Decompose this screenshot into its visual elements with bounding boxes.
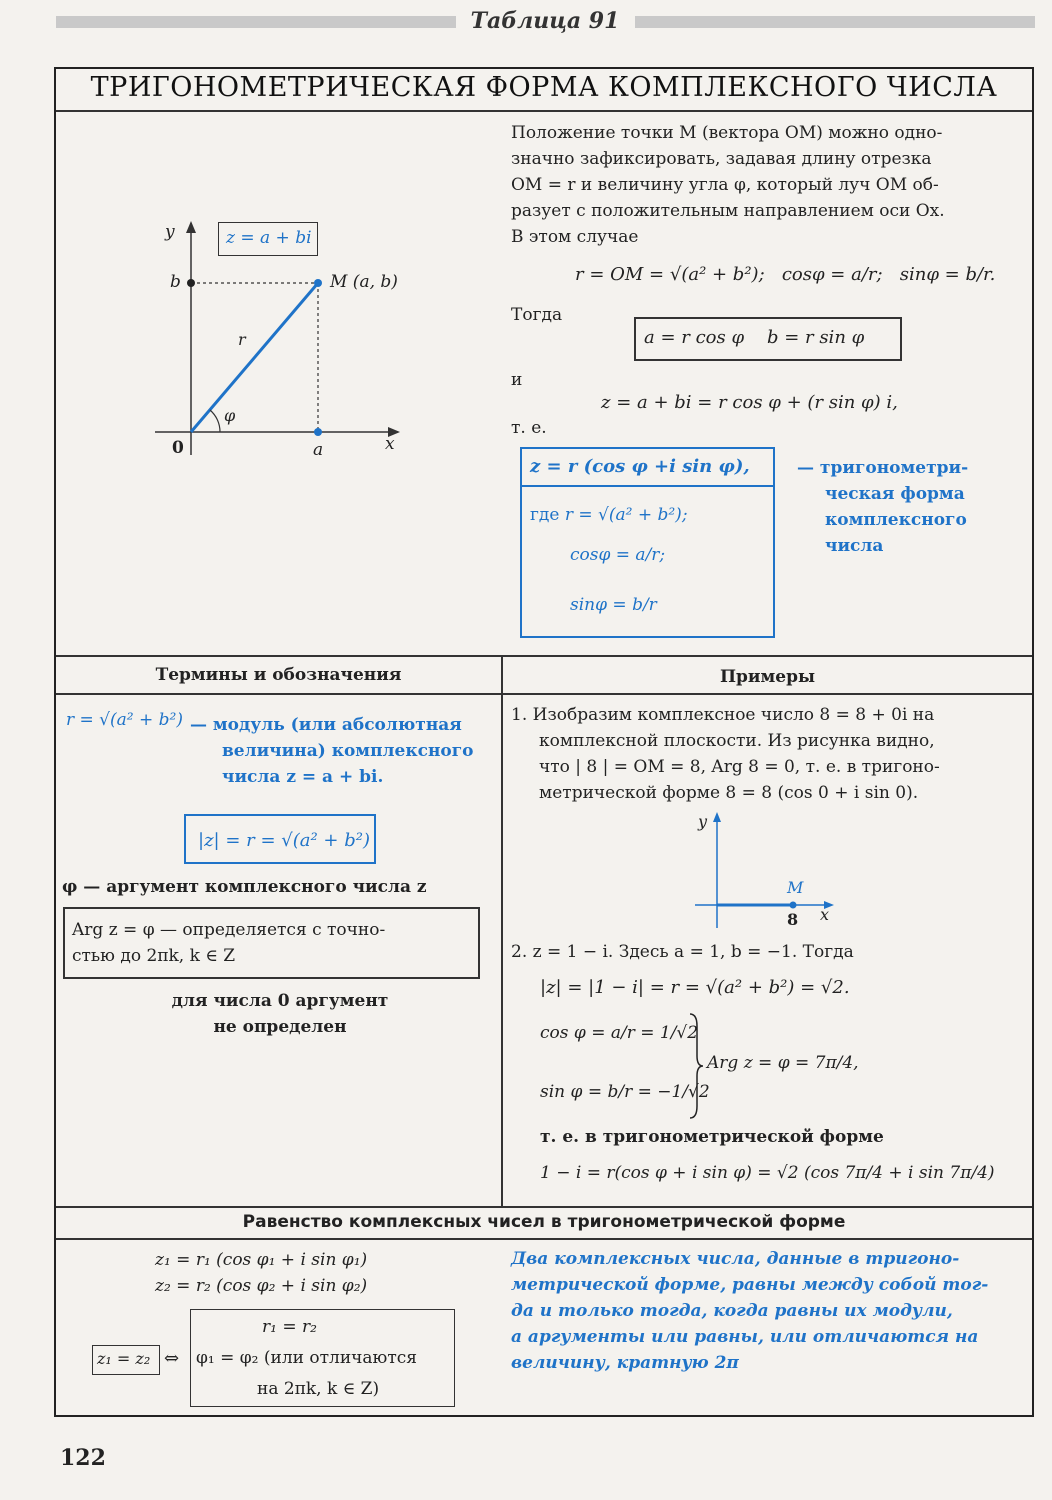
mini-8-label: 8 (787, 910, 799, 929)
formula-cos: cosφ = a/r; (781, 264, 883, 285)
z-label: z = a + bi (226, 228, 312, 248)
relations-formula: a = r cos φ b = r sin φ (644, 327, 865, 348)
terms-r-formula: r = √(a² + b²) (66, 710, 183, 730)
modulus-text (190, 712, 474, 790)
trig-cos-def: cosφ = a/r; (570, 545, 666, 565)
brace (688, 1012, 704, 1120)
point-m (314, 279, 322, 287)
intro-line-3: OM = r и величину угла φ, который луч OM об- (511, 175, 939, 195)
trig-form-formula: z = r (cos φ +i sin φ), (530, 456, 750, 477)
point-b (187, 279, 195, 287)
formula-r-line (575, 264, 995, 285)
cond-line-3: на 2πk, k ∈ Z) (257, 1379, 380, 1399)
x-axis-label: x (385, 434, 395, 454)
page-title: ТРИГОНОМЕТРИЧЕСКАЯ ФОРМА КОМПЛЕКСНОГО ЧИСЛА (90, 72, 998, 103)
mini-point-m (790, 902, 797, 909)
examples-heading: Примеры (719, 667, 816, 687)
side-line-3: комплексного (825, 510, 967, 530)
ex2-arg: Arg z = φ = 7π/4, (707, 1053, 859, 1073)
mini-y-arrow (713, 812, 721, 822)
intro-line-2: значно зафиксировать, задавая длину отрезка (511, 149, 932, 169)
eq-text-line-5: величину, кратную 2π (511, 1353, 739, 1373)
eq-text-line-1: Два комплексных числа, данные в тригоно- (511, 1249, 960, 1269)
formula-sin: sinφ = b/r. (899, 264, 996, 285)
heading-rule (56, 693, 1032, 695)
and-text: и (511, 370, 523, 390)
abs-value-formula: |z| = r = √(a² + b²) (198, 830, 370, 851)
ex2-line-5: т. е. в тригонометрической форме (540, 1127, 884, 1147)
mini-plane-diagram (690, 808, 840, 938)
argument-line: φ — аргумент комплексного числа z (62, 877, 427, 897)
ex1-line-1: 1. Изобразим комплексное число 8 = 8 + 0i на (511, 705, 935, 725)
equality-text (511, 1246, 1031, 1376)
zero-note-line-1: для числа 0 аргумент (171, 991, 389, 1011)
ex1-line-3: что | 8 | = OM = 8, Arg 8 = 0, т. е. в тригоно- (539, 757, 940, 777)
title-rule (56, 110, 1032, 112)
ex2-cos: cos φ = a/r = 1/√2 (540, 1023, 699, 1043)
side-line-2: ческая форма (825, 484, 965, 504)
ex2-line-2: |z| = |1 − i| = r = √(a² + b²) = √2. (540, 977, 850, 998)
ex2-sin: sin φ = b/r = −1/√2 (540, 1082, 710, 1102)
trig-sin-def: sinφ = b/r (570, 595, 657, 615)
example-1-text (511, 702, 1031, 806)
point-a (314, 428, 322, 436)
equality-heading-rule (56, 1238, 1032, 1240)
header-rule-right (635, 16, 1035, 28)
trig-box-divider (520, 485, 775, 487)
formula-r: r = OM = √(a² + b²); (575, 264, 765, 285)
cond-line-2: φ₁ = φ₂ (или отличаются (196, 1348, 417, 1368)
zero-note-line-2: не определен (213, 1017, 347, 1037)
eq-text-line-4: а аргументы или равны, или отличаются на (511, 1327, 979, 1347)
eq-text-line-3: да и только тогда, когда равны их модули, (511, 1301, 953, 1321)
equality-heading: Равенство комплексных чисел в тригонометрической форме (242, 1212, 846, 1232)
arg-box-text (72, 917, 385, 969)
z-equal-text: z₁ = z₂ (97, 1349, 151, 1368)
ex1-line-4: метрической форме 8 = 8 (cos 0 + i sin 0). (539, 783, 919, 803)
modulus-line-2: величина) комплексного (222, 741, 474, 761)
intro-line-4: разует с положительным направлением оси Ox. (511, 201, 945, 221)
phi-arc (210, 410, 220, 432)
z-expand-formula: z = a + bi = r cos φ + (r sin φ) i, (601, 392, 898, 413)
togda-text: Тогда (511, 305, 563, 325)
origin-label: 0 (172, 438, 184, 458)
side-line-4: числа (825, 536, 884, 556)
arg-box-line-2: стью до 2πk, k ∈ Z (72, 946, 236, 966)
equality-top-rule (56, 1206, 1032, 1208)
header-rule-left (56, 16, 456, 28)
b-label: b (170, 272, 181, 292)
z2-formula: z₂ = r₂ (cos φ₂ + i sin φ₂) (155, 1276, 368, 1296)
page-number: 122 (60, 1445, 106, 1471)
zero-note (140, 988, 420, 1040)
phi-label: φ (224, 406, 236, 425)
y-axis-arrow (186, 221, 196, 233)
point-m-label: M (a, b) (330, 272, 398, 292)
intro-line-1: Положение точки M (вектора OM) можно одно- (511, 123, 943, 143)
ex2-line-1: 2. z = 1 − i. Здесь a = 1, b = −1. Тогда (511, 942, 854, 962)
modulus-line-1: — модуль (или абсолютная (190, 715, 462, 735)
z1-formula: z₁ = r₁ (cos φ₁ + i sin φ₁) (155, 1250, 368, 1270)
lower-column-divider (501, 655, 503, 1207)
arg-box-line-1: Arg z = φ — определяется с точно- (72, 920, 386, 940)
r-label: r (238, 330, 246, 349)
mini-m-label: M (787, 878, 804, 897)
mini-y-label: y (698, 812, 708, 831)
a-label: a (313, 440, 324, 460)
cond-line-1: r₁ = r₂ (262, 1317, 317, 1337)
side-line-1: — тригонометри- (797, 458, 969, 478)
y-axis-label: y (165, 222, 175, 242)
intro-text (511, 120, 1031, 250)
eq-text-line-2: метрической форме, равны между собой тог- (511, 1275, 989, 1295)
vector-om (191, 283, 318, 432)
modulus-line-3: числа z = a + bi. (222, 767, 384, 787)
trig-side-text (797, 455, 968, 559)
trig-r-def: r = √(a² + b²); (564, 505, 688, 525)
upper-section-rule (56, 655, 1032, 657)
intro-line-5: В этом случае (511, 227, 639, 247)
ex2-line-6: 1 − i = r(cos φ + i sin φ) = √2 (cos 7π/4 + i sin 7π/4) (540, 1163, 995, 1183)
ex1-line-2: комплексной плоскости. Из рисунка видно, (539, 731, 935, 751)
te-text: т. е. (511, 418, 547, 438)
trig-gde (530, 505, 688, 525)
terms-heading: Термины и обозначения (155, 665, 402, 685)
table-label: Таблица 91 (470, 8, 620, 34)
mini-x-label: x (820, 905, 830, 924)
iff-symbol: ⇔ (164, 1348, 180, 1369)
gde-text: где (530, 505, 560, 525)
